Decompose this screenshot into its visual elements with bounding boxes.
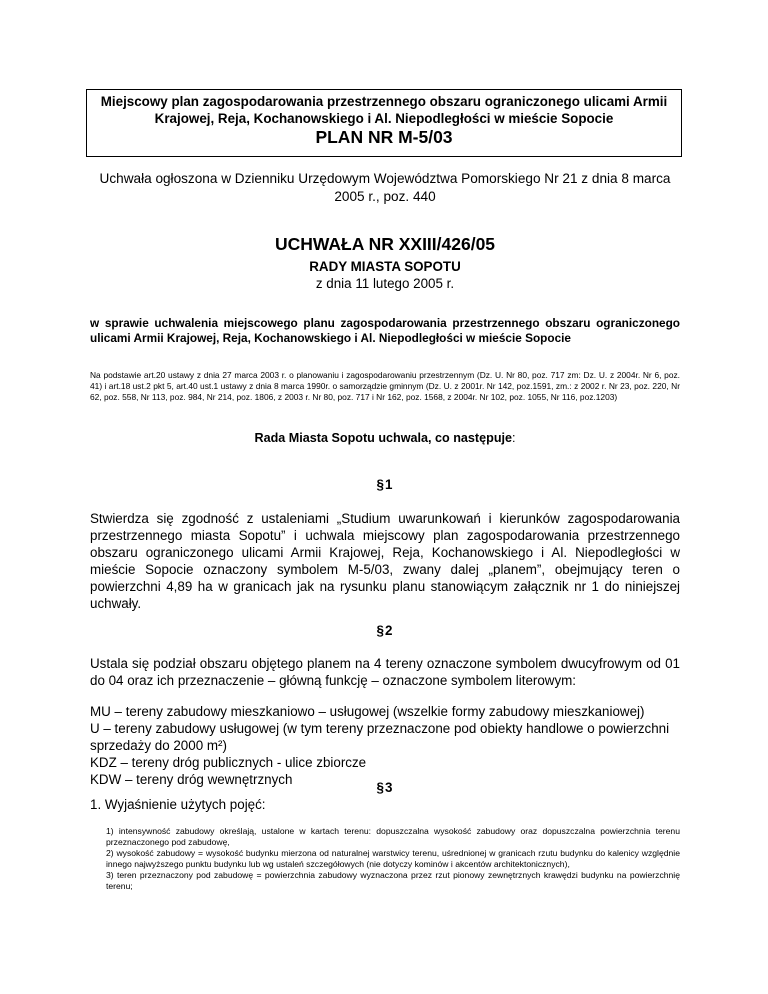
section-2-mark: §2: [376, 623, 394, 638]
resolution-subject: w sprawie uchwalenia miejscowego planu zagospodarowania przestrzennego obszaru ograniczonego ulicami Armii Krajowej, Reja, Kochanowskiego i Al. Niepodległości w mieście Sopocie: [90, 316, 680, 345]
legal-basis: Na podstawie art.20 ustawy z dnia 27 marca 2003 r. o planowaniu i zagospodarowaniu przestrzennym (Dz. U. Nr 80, poz. 717 zm: Dz. U. z 2004r. Nr 6, poz. 41) i art.18 ust.2 pkt 5, art.40 ust.1 ustawy z dnia 8 marca 1990r. o samorządzie gminnym (Dz. U. z 2001r. Nr 142, poz.1591, zm.: z 2002 r. Nr 23, poz. 220, Nr 62, poz. 558, Nr 113, poz. 984, Nr 214, poz. 1806, z 2003 r. Nr 80, poz. 717 i Nr 162, poz. 1568, z 2004r. Nr 102, poz. 1055, Nr 116, poz.1203): [90, 370, 680, 402]
section-1-mark: §1: [376, 477, 394, 492]
resolution-date: z dnia 11 lutego 2005 r.: [315, 276, 455, 291]
resolution-number: UCHWAŁA NR XXIII/426/05: [274, 234, 496, 254]
list-item: KDZ – tereny dróg publicznych - ulice zbiorcze: [90, 755, 367, 770]
list-item: U – tereny zabudowy usługowej (w tym tereny przeznaczone pod obiekty handlowe o powierzchni sprzedaży do 2000 m²): [90, 721, 670, 753]
preamble-colon: :: [512, 431, 516, 445]
plan-title-box: [86, 89, 682, 157]
definition-item: 2) wysokość zabudowy = wysokość budynku mierzona od naturalnej warstwicy terenu, uśrednionej w granicach rzutu budynku do kalenicy względnie innego najwyższego punktu budynku lub wg ustaleń szczegółowych (nie dotyczy kominów i akcentów architektonicznych),: [106, 848, 680, 869]
plan-title: Miejscowy plan zagospodarowania przestrzennego obszaru ograniczonego ulicami Armii Krajowej, Reja, Kochanowskiego i Al. Niepodległości w mieście Sopocie: [100, 94, 668, 126]
resolution-council: RADY MIASTA SOPOTU: [309, 259, 461, 274]
section-1-text: Stwierdza się zgodność z ustaleniami „Studium uwarunkowań i kierunków zagospodarowania przestrzennego miasta Sopotu” i uchwala miejscowy plan zagospodarowania przestrzennego obszaru ograniczonego ulicami Armii Krajowej, Reja, Kochanowskiego i Al. Niepodległości w mieście Sopocie oznaczony symbolem M-5/03, zwany dalej „planem”, obejmujący teren o powierzchni 4,89 ha w granicach jak na rysunku planu stanowiącym załącznik nr 1 do niniejszej uchwały.: [90, 511, 680, 611]
list-item: KDW – tereny dróg wewnętrznych: [90, 772, 293, 787]
preamble: [90, 430, 680, 446]
section-3-heading: 1. Wyjaśnienie użytych pojęć:: [90, 797, 266, 812]
preamble-text: Rada Miasta Sopotu uchwala, co następuje: [254, 431, 513, 445]
definition-item: 3) teren przeznaczony pod zabudowę = powierzchnia zabudowy wyznaczona przez rzut pionowy zewnętrznych krawędzi budynku na powierzchnię terenu;: [106, 870, 680, 891]
publication-note: Uchwała ogłoszona w Dzienniku Urzędowym Województwa Pomorskiego Nr 21 z dnia 8 marca 2005 r., poz. 440: [99, 171, 671, 204]
resolution-header: [90, 232, 680, 292]
section-2-intro: Ustala się podział obszaru objętego planem na 4 tereny oznaczone symbolem dwucyfrowym od 01 do 04 oraz ich przeznaczenie – główną funkcję – oznaczone symbolem literowym:: [90, 656, 680, 688]
definition-item: 1) intensywność zabudowy określają, ustalone w kartach terenu: dopuszczalna wysokość zabudowy oraz dopuszczalna powierzchnia terenu przeznaczonego pod zabudowę,: [106, 826, 680, 847]
list-item: MU – tereny zabudowy mieszkaniowo – usługowej (wszelkie formy zabudowy mieszkaniowej): [90, 704, 645, 719]
plan-number: PLAN NR M-5/03: [315, 127, 453, 147]
section-2-list: [90, 703, 680, 788]
section-3-definitions: [106, 826, 680, 892]
section-3-mark: §3: [376, 780, 394, 795]
